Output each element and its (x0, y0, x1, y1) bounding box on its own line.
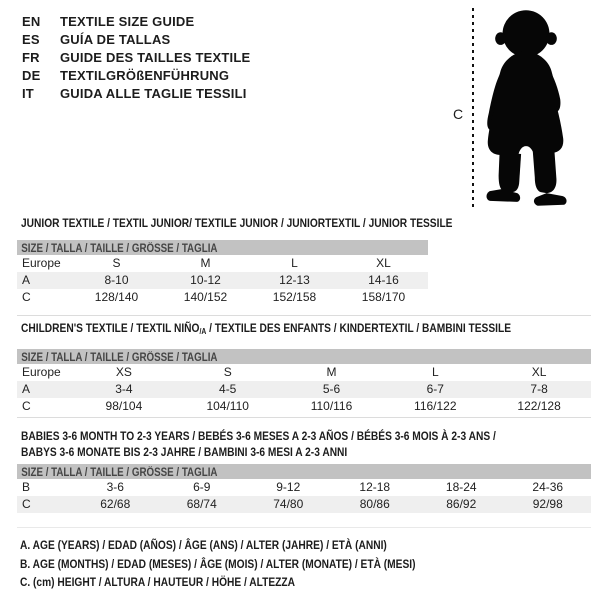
height-cell: 116/122 (414, 399, 457, 413)
legend-line-c: C. (cm) HEIGHT / ALTURA / HAUTEUR / HÖHE / ALTEZZA (20, 575, 296, 589)
age-cell: 3-6 (106, 480, 124, 494)
language-code: EN (22, 14, 41, 29)
table-row-age-months (17, 479, 591, 496)
section-divider (17, 527, 591, 528)
size-header-label: SIZE / TALLA / TAILLE / GRÖSSE / TAGLIA (21, 467, 218, 479)
age-cell: 8-10 (104, 273, 129, 287)
age-cell: 24-36 (532, 480, 564, 494)
height-cell: 140/152 (183, 290, 228, 304)
size-cell: M (200, 256, 211, 270)
table-title-subscript: /A (199, 327, 207, 336)
height-cell: 122/128 (517, 399, 561, 413)
height-cell: 128/140 (94, 290, 139, 304)
language-label: GUIDA ALLE TAGLIE TESSILI (60, 86, 247, 101)
size-cell: XS (115, 365, 132, 379)
age-cell: 12-13 (279, 273, 310, 287)
height-cell: 68/74 (186, 497, 217, 511)
size-cell: L (431, 365, 439, 379)
row-label: A (22, 273, 31, 287)
row-label: C (22, 497, 31, 511)
toddler-silhouette-icon (482, 8, 570, 208)
legend-line-b: B. AGE (MONTHS) / EDAD (MESES) / ÂGE (MOIS) / ALTER (MONATE) / ETÀ (MESI) (20, 556, 416, 571)
language-row (22, 49, 250, 67)
height-cell: 158/170 (361, 290, 406, 304)
age-cell: 6-9 (193, 480, 211, 494)
size-cell: S (223, 365, 232, 379)
section-divider (17, 315, 591, 316)
table-title-text: CHILDREN'S TEXTILE / TEXTIL NIÑO (21, 321, 200, 335)
age-cell: 6-7 (426, 382, 444, 396)
language-code: FR (22, 50, 40, 65)
age-cell: 7-8 (530, 382, 548, 396)
table-row-europe (17, 255, 428, 272)
table-title-line1: BABIES 3-6 MONTH TO 2-3 YEARS / BEBÉS 3-6 MESES A 2-3 AÑOS / BÉBÉS 3-6 MOIS À 2-3 ANS / (21, 429, 496, 443)
size-header-label: SIZE / TALLA / TAILLE / GRÖSSE / TAGLIA (21, 352, 218, 364)
table-title-line2: BABYS 3-6 MONATE BIS 2-3 JAHRE / BAMBINI 3-6 MESI A 2-3 ANNI (21, 445, 348, 459)
height-cell: 92/98 (532, 497, 563, 511)
size-header-bar (17, 464, 591, 479)
language-code: ES (22, 32, 40, 47)
table-title-text: / TEXTILE DES ENFANTS / KINDERTEXTIL / BAMBINI TESSILE (206, 321, 511, 335)
row-label: C (22, 399, 31, 413)
size-table-junior (17, 216, 453, 306)
size-cell: XL (376, 256, 391, 270)
language-label: GUIDE DES TAILLES TEXTILE (60, 50, 251, 65)
height-cell: 74/80 (273, 497, 304, 511)
section-divider (17, 417, 591, 418)
language-row (22, 85, 250, 103)
table-row-age (17, 272, 428, 289)
age-cell: 10-12 (190, 273, 221, 287)
height-dashed-line (471, 8, 475, 208)
height-cell: 86/92 (446, 497, 477, 511)
table-row-age (17, 381, 591, 398)
language-row (22, 67, 250, 85)
table-title (21, 321, 511, 338)
table-title (21, 428, 506, 460)
table-title: JUNIOR TEXTILE / TEXTIL JUNIOR/ TEXTILE JUNIOR / JUNIORTEXTIL / JUNIOR TESSILE (21, 216, 453, 230)
size-header-bar (17, 240, 428, 255)
table-row-height (17, 398, 591, 415)
language-label: TEXTILGRÖßENFÜHRUNG (60, 68, 230, 83)
size-cell: L (291, 256, 298, 270)
size-table-children (17, 322, 591, 415)
language-label: TEXTILE SIZE GUIDE (60, 14, 195, 29)
height-measure-label: C (453, 106, 464, 122)
height-cell: 62/68 (100, 497, 131, 511)
height-cell: 152/158 (272, 290, 317, 304)
size-header-bar (17, 349, 591, 364)
age-cell: 14-16 (368, 273, 399, 287)
table-row-height (17, 289, 428, 306)
row-label: Europe (22, 365, 61, 379)
size-table-babies (17, 428, 591, 513)
height-cell: 104/110 (206, 399, 249, 413)
language-list (22, 13, 250, 103)
language-row (22, 31, 250, 49)
size-cell: M (326, 365, 337, 379)
size-cell: S (112, 256, 121, 270)
row-label: Europe (22, 256, 61, 270)
table-row-height (17, 496, 591, 513)
age-cell: 9-12 (276, 480, 301, 494)
size-header-label: SIZE / TALLA / TAILLE / GRÖSSE / TAGLIA (21, 243, 218, 255)
age-cell: 4-5 (219, 382, 237, 396)
language-code: IT (22, 86, 34, 101)
legend (20, 536, 485, 592)
age-cell: 5-6 (322, 382, 341, 396)
legend-line-a: A. AGE (YEARS) / EDAD (AÑOS) / ÂGE (ANS) / ALTER (JAHRE) / ETÀ (ANNI) (20, 538, 387, 552)
size-cell: XL (531, 365, 547, 379)
language-label: GUÍA DE TALLAS (60, 32, 171, 47)
row-label: C (22, 290, 31, 304)
age-cell: 18-24 (445, 480, 477, 494)
language-row (22, 13, 250, 31)
row-label: B (22, 480, 31, 494)
language-code: DE (22, 68, 41, 83)
height-cell: 110/116 (310, 399, 353, 413)
table-row-europe (17, 364, 591, 381)
height-cell: 80/86 (359, 497, 390, 511)
age-cell: 12-18 (359, 480, 391, 494)
height-cell: 98/104 (105, 399, 143, 413)
row-label: A (22, 382, 31, 396)
age-cell: 3-4 (115, 382, 133, 396)
